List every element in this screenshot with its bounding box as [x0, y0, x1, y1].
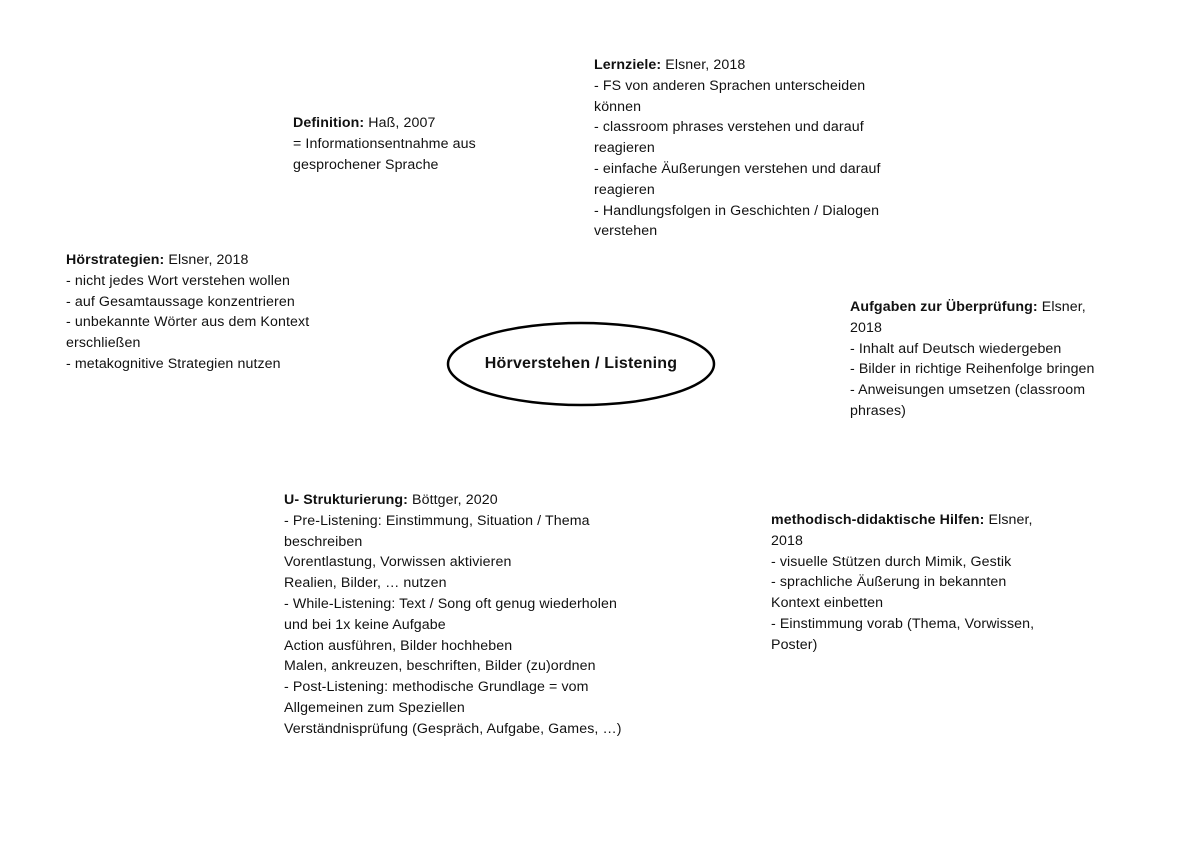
hilfen-block: [771, 510, 1034, 656]
lernziele-line: reagieren: [594, 181, 655, 198]
lernziele-line: verstehen: [594, 223, 658, 240]
hilfen-line: - Einstimmung vorab (Thema, Vorwissen,: [771, 615, 1035, 632]
strukturierung-block: [284, 490, 622, 740]
hoerstrategien-line: - auf Gesamtaussage konzentrieren: [66, 293, 295, 310]
strukturierung-line: - Pre-Listening: Einstimmung, Situation / Thema: [284, 512, 590, 529]
lernziele-line: reagieren: [594, 140, 655, 157]
hoerstrategien-source: Elsner, 2018: [168, 252, 249, 268]
definition-block: [293, 113, 476, 175]
lernziele-block: [594, 55, 881, 242]
hilfen-label: methodisch-didaktische Hilfen:: [771, 512, 985, 528]
hoerstrategien-line: - unbekannte Wörter aus dem Kontext: [66, 314, 310, 331]
hilfen-heading: [771, 510, 1034, 531]
strukturierung-line: Vorentlastung, Vorwissen aktivieren: [284, 554, 512, 571]
lernziele-line: - einfache Äußerungen verstehen und darauf: [594, 160, 881, 177]
lernziele-line: - FS von anderen Sprachen unterscheiden: [594, 77, 866, 94]
strukturierung-line: - While-Listening: Text / Song oft genug wiederholen: [284, 595, 618, 612]
strukturierung-line: Realien, Bilder, … nutzen: [284, 575, 447, 592]
definition-line: gesprochener Sprache: [293, 156, 439, 173]
lernziele-label: Lernziele:: [594, 57, 662, 73]
hoerstrategien-line: erschließen: [66, 335, 141, 352]
hilfen-source: Elsner,: [988, 512, 1033, 528]
lernziele-line: - Handlungsfolgen in Geschichten / Dialogen: [594, 202, 880, 219]
aufgaben-source: Elsner,: [1041, 299, 1086, 315]
definition-source: Haß, 2007: [368, 115, 436, 131]
hilfen-line: - sprachliche Äußerung in bekannten: [771, 574, 1007, 591]
aufgaben-label: Aufgaben zur Überprüfung:: [850, 299, 1038, 315]
aufgaben-block: [850, 297, 1095, 422]
lernziele-line: - classroom phrases verstehen und darauf: [594, 119, 864, 136]
strukturierung-line: Verständnisprüfung (Gespräch, Aufgabe, Games, …): [284, 720, 622, 737]
hilfen-line: Poster): [771, 636, 818, 653]
aufgaben-heading: [850, 297, 1095, 318]
aufgaben-line: phrases): [850, 402, 906, 419]
hoerstrategien-line: - nicht jedes Wort verstehen wollen: [66, 272, 291, 289]
central-topic-label: Hörverstehen / Listening: [484, 355, 678, 372]
strukturierung-line: beschreiben: [284, 533, 363, 550]
strukturierung-label: U- Strukturierung:: [284, 492, 408, 508]
hoerstrategien-line: - metakognitive Strategien nutzen: [66, 355, 281, 372]
strukturierung-heading: [284, 490, 622, 511]
hoerstrategien-block: [66, 250, 309, 375]
hoerstrategien-heading: [66, 250, 309, 271]
strukturierung-line: Allgemeinen zum Speziellen: [284, 699, 465, 716]
lernziele-source: Elsner, 2018: [665, 57, 746, 73]
strukturierung-line: und bei 1x keine Aufgabe: [284, 616, 446, 633]
strukturierung-line: Action ausführen, Bilder hochheben: [284, 637, 513, 654]
hoerstrategien-label: Hörstrategien:: [66, 252, 165, 268]
hilfen-line: Kontext einbetten: [771, 595, 884, 612]
strukturierung-source: Böttger, 2020: [412, 492, 498, 508]
aufgaben-line: - Bilder in richtige Reihenfolge bringen: [850, 361, 1095, 378]
hilfen-source-cont: 2018: [771, 532, 803, 549]
central-topic-node: [446, 321, 716, 409]
definition-label: Definition:: [293, 115, 365, 131]
aufgaben-line: - Anweisungen umsetzen (classroom: [850, 382, 1086, 399]
definition-line: = Informationsentnahme aus: [293, 135, 476, 152]
lernziele-heading: [594, 55, 881, 76]
aufgaben-line: - Inhalt auf Deutsch wiedergeben: [850, 340, 1062, 357]
lernziele-line: können: [594, 98, 642, 115]
hilfen-line: - visuelle Stützen durch Mimik, Gestik: [771, 553, 1012, 570]
strukturierung-line: Malen, ankreuzen, beschriften, Bilder (zu)ordnen: [284, 658, 596, 675]
strukturierung-line: - Post-Listening: methodische Grundlage = vom: [284, 679, 589, 696]
definition-heading: [293, 113, 476, 134]
aufgaben-source-cont: 2018: [850, 319, 882, 336]
